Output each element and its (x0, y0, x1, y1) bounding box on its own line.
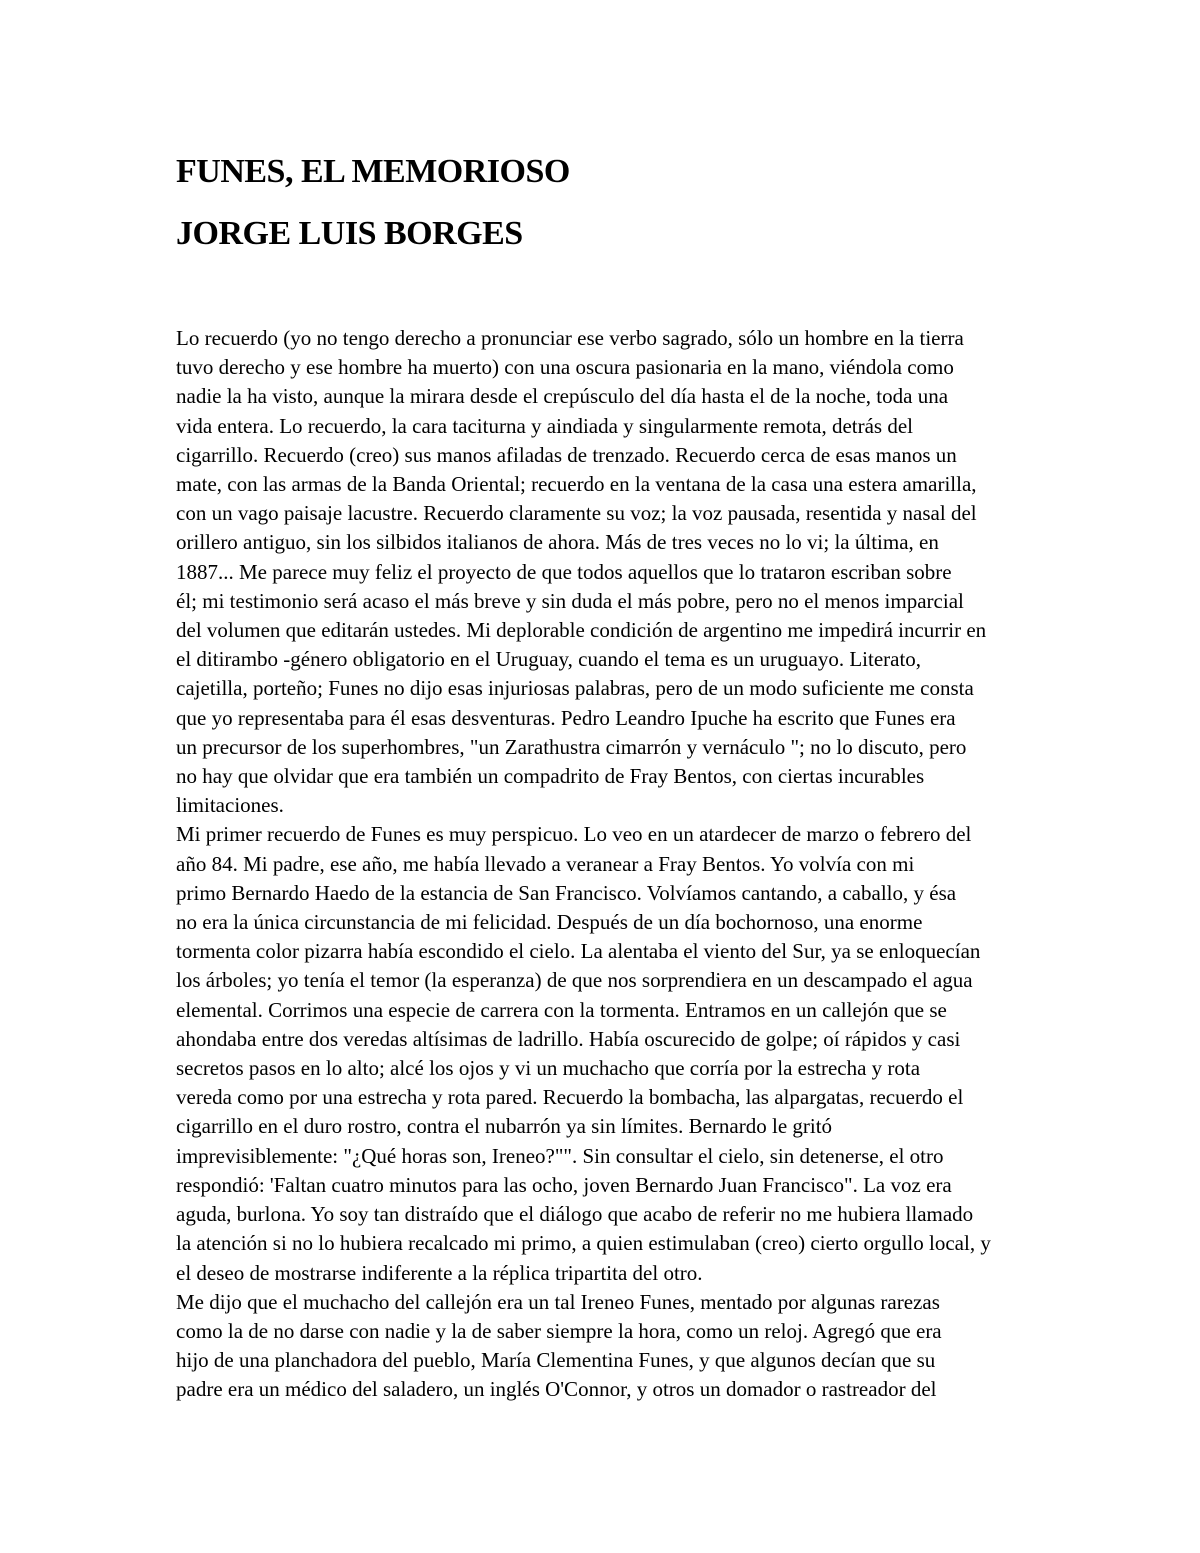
text-line: aguda, burlona. Yo soy tan distraído que el diálogo que acabo de referir no me hubiera llamado (176, 1202, 974, 1227)
text-line: como la de no darse con nadie y la de saber siempre la hora, como un reloj. Agregó que era (176, 1318, 942, 1343)
text-line: Me dijo que el muchacho del callejón era un tal Ireneo Funes, mentado por algunas rarezas (176, 1289, 940, 1314)
text-line: que yo representaba para él esas desventuras. Pedro Leandro Ipuche ha escrito que Funes era (176, 705, 956, 730)
text-line: tuvo derecho y ese hombre ha muerto) con una oscura pasionaria en la mano, viéndola como (176, 355, 954, 380)
text-line: un precursor de los superhombres, "un Zarathustra cimarrón y vernáculo "; no lo discuto, pero (176, 734, 967, 759)
text-line: mate, con las armas de la Banda Oriental; recuerdo en la ventana de la casa una estera amarilla, (176, 472, 977, 497)
text-line: imprevisiblemente: "¿Qué horas son, Ireneo?"". Sin consultar el cielo, sin detenerse, el otro (176, 1143, 944, 1168)
text-line: tormenta color pizarra había escondido el cielo. La alentaba el viento del Sur, ya se enloquecían (176, 939, 981, 964)
text-line: los árboles; yo tenía el temor (la esperanza) de que nos sorprendiera en un descampado el agua (176, 968, 973, 993)
text-line: el deseo de mostrarse indiferente a la réplica tripartita del otro. (176, 1260, 703, 1285)
paragraph-2 (176, 820, 1026, 1287)
text-line: hijo de una planchadora del pueblo, María Clementina Funes, y que algunos decían que su (176, 1348, 936, 1373)
paragraph-3 (176, 1288, 1026, 1405)
text-line: el ditirambo -género obligatorio en el Uruguay, cuando el tema es un uruguayo. Literato, (176, 647, 922, 672)
text-line: respondió: 'Faltan cuatro minutos para las ocho, joven Bernardo Juan Francisco". La voz era (176, 1172, 952, 1197)
text-line: Mi primer recuerdo de Funes es muy perspicuo. Lo veo en un atardecer de marzo o febrero del (176, 822, 972, 847)
text-line: no era la única circunstancia de mi felicidad. Después de un día bochornoso, una enorme (176, 910, 923, 935)
text-line: Lo recuerdo (yo no tengo derecho a pronunciar ese verbo sagrado, sólo un hombre en la tierra (176, 326, 964, 350)
text-line: elemental. Corrimos una especie de carrera con la tormenta. Entramos en un callejón que se (176, 997, 947, 1022)
text-line: padre era un médico del saladero, un inglés O'Connor, y otros un domador o rastreador del (176, 1377, 937, 1402)
author-name: JORGE LUIS BORGES (176, 215, 523, 252)
text-line: ahondaba entre dos veredas altísimas de ladrillo. Había oscurecido de golpe; oí rápidos y casi (176, 1026, 961, 1051)
text-line: orillero antiguo, sin los silbidos italianos de ahora. Más de tres veces no lo vi; la última, en (176, 530, 939, 555)
text-line: limitaciones. (176, 793, 284, 818)
text-line: secretos pasos en lo alto; alcé los ojos y vi un muchacho que corría por la estrecha y rota (176, 1056, 921, 1081)
text-line: con un vago paisaje lacustre. Recuerdo claramente su voz; la voz pausada, resentida y nasal del (176, 501, 977, 526)
text-line: cigarrillo en el duro rostro, contra el nubarrón ya sin límites. Bernardo le gritó (176, 1114, 833, 1139)
paragraph-1 (176, 324, 1026, 820)
text-line: 1887... Me parece muy feliz el proyecto de que todos aquellos que lo trataron escriban sobre (176, 559, 952, 584)
story-body (176, 324, 1026, 1405)
text-line: año 84. Mi padre, ese año, me había llevado a veranear a Fray Bentos. Yo volvía con mi (176, 851, 915, 876)
text-line: cigarrillo. Recuerdo (creo) sus manos afiladas de trenzado. Recuerdo cerca de esas manos un (176, 442, 957, 467)
text-line: él; mi testimonio será acaso el más breve y sin duda el más pobre, pero no el menos imparcial (176, 588, 964, 613)
text-line: cajetilla, porteño; Funes no dijo esas injuriosas palabras, pero de un modo suficiente me consta (176, 676, 974, 701)
text-line: vereda como por una estrecha y rota pared. Recuerdo la bombacha, las alpargatas, recuerdo el (176, 1085, 964, 1110)
text-line: vida entera. Lo recuerdo, la cara taciturna y aindiada y singularmente remota, detrás del (176, 413, 913, 438)
text-line: la atención si no lo hubiera recalcado mi primo, a quien estimulaban (creo) cierto orgullo local, y (176, 1231, 991, 1256)
text-line: primo Bernardo Haedo de la estancia de San Francisco. Volvíamos cantando, a caballo, y ésa (176, 880, 957, 905)
text-line: del volumen que editarán ustedes. Mi deplorable condición de argentino me impedirá incurrir en (176, 618, 987, 643)
text-line: no hay que olvidar que era también un compadrito de Fray Bentos, con ciertas incurables (176, 764, 925, 789)
story-title: FUNES, EL MEMORIOSO (176, 153, 570, 190)
text-line: nadie la ha visto, aunque la mirara desde el crepúsculo del día hasta el de la noche, toda una (176, 384, 949, 409)
